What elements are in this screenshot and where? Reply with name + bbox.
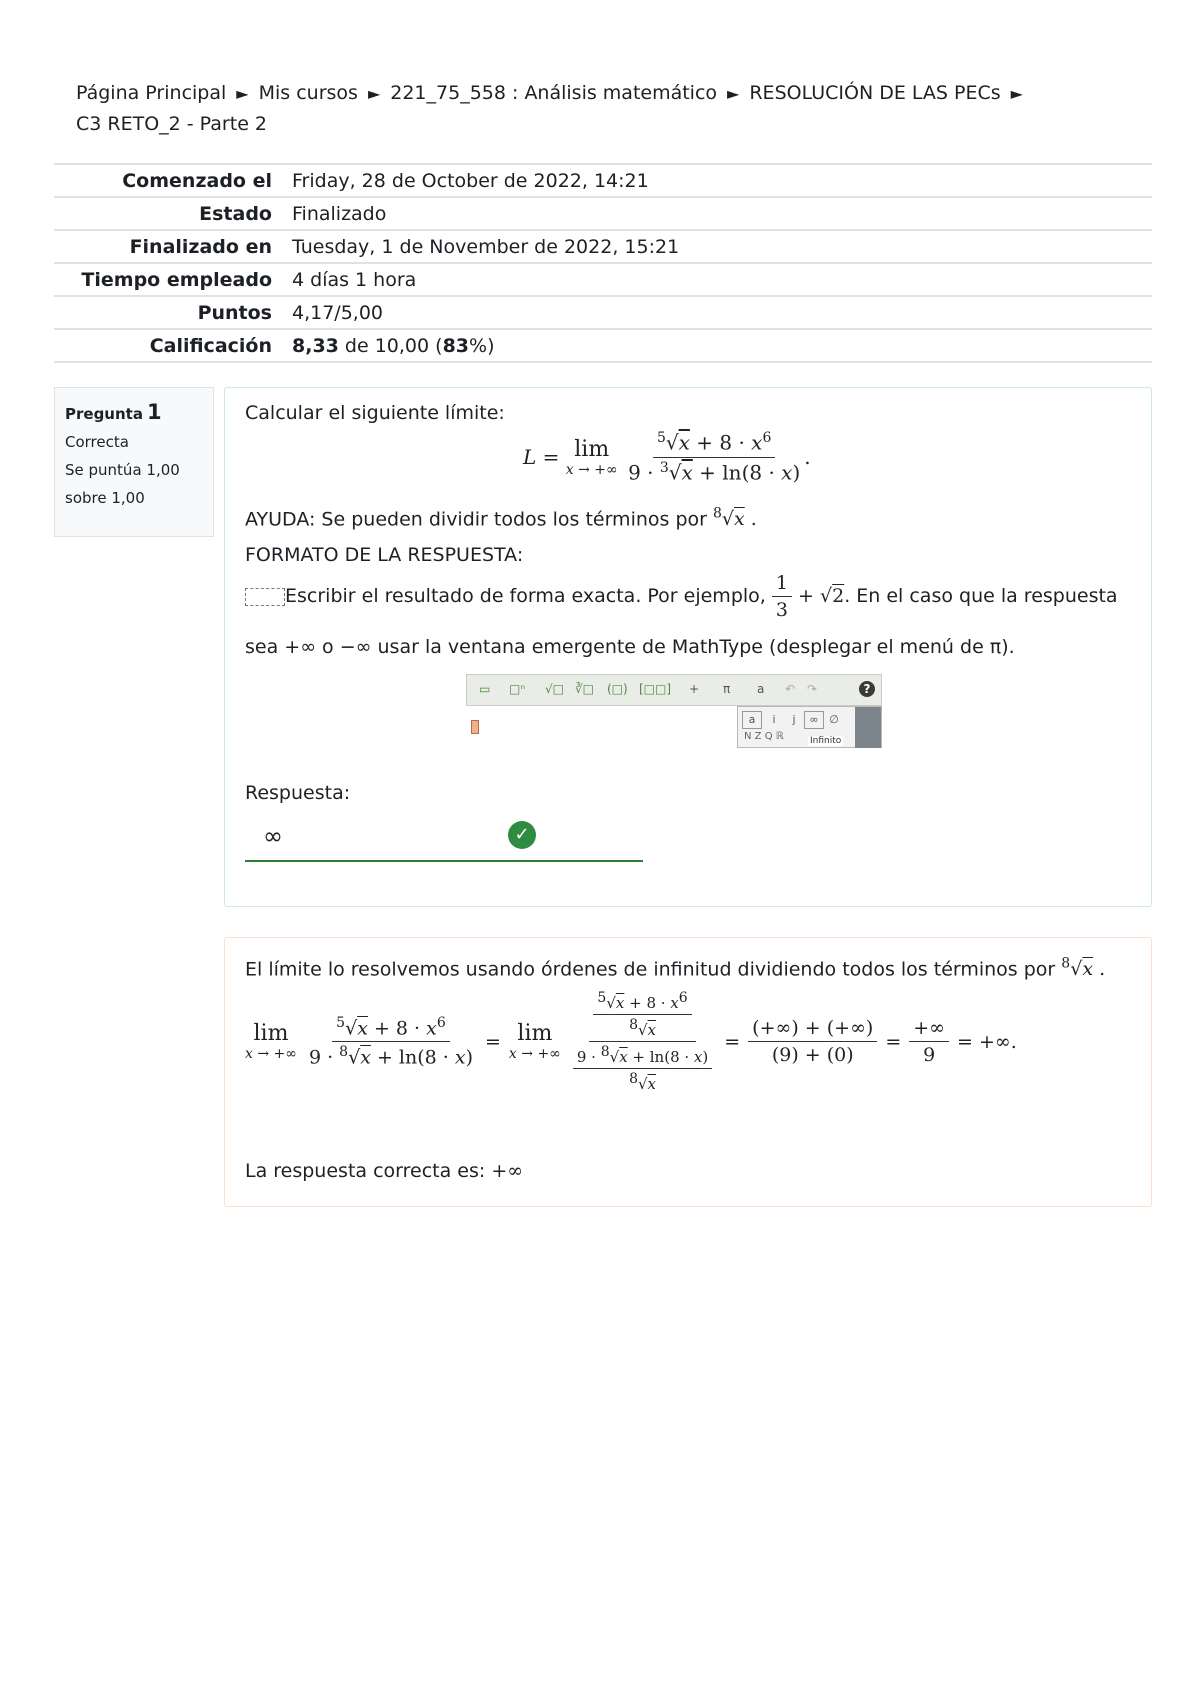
parentheses-icon: (□) bbox=[607, 682, 628, 696]
summary-label: Comenzado el bbox=[122, 169, 272, 192]
correct-answer: La respuesta correcta es: +∞ bbox=[245, 1160, 524, 1182]
summary-label: Estado bbox=[199, 202, 272, 225]
help-text: AYUDA: Se pueden dividir todos los términos por $^8$√x . bbox=[245, 506, 757, 531]
summary-row-started bbox=[54, 164, 1152, 197]
solution-fraction-1: $\frac{^5√x + 8 \cdot x^6}{9 \cdot ^8√x + \ln(8 \cdot x)}$ bbox=[308, 1014, 473, 1069]
sqrt-icon: √□ bbox=[545, 682, 564, 696]
grade-score: 8,33 bbox=[292, 334, 339, 357]
breadcrumb-separator: ► bbox=[367, 84, 381, 103]
attempt-summary-table bbox=[54, 163, 1152, 363]
question-points: Se puntúa 1,00 sobre 1,00 bbox=[65, 461, 180, 507]
summary-value: 4,17/5,00 bbox=[292, 301, 384, 324]
text-icon: a bbox=[757, 682, 765, 696]
limit-fraction: $\frac{^5√x + 8 \cdot x^6}{9 \cdot ^3√x + \ln(8 \cdot x)}$ bbox=[628, 430, 801, 485]
example-fraction: $\frac{1}{3}$ bbox=[772, 572, 792, 621]
breadcrumb-separator: ► bbox=[236, 84, 249, 103]
solution-fraction-4: $\frac{+\infty}{9}$ bbox=[909, 1017, 949, 1066]
format-text-2: sea +∞ o −∞ usar la ventana emergente de MathType (desplegar el menú de π). bbox=[245, 636, 1015, 658]
summary-row-time-taken bbox=[54, 263, 1152, 296]
symbol-i-icon: i bbox=[772, 713, 776, 726]
symbols-popup bbox=[737, 706, 882, 748]
question-info bbox=[54, 387, 214, 537]
summary-value: Tuesday, 1 de November de 2022, 15:21 bbox=[292, 235, 680, 258]
correct-check-icon: ✓ bbox=[508, 821, 536, 849]
infinity-icon: ∞ bbox=[804, 711, 824, 729]
solution-formula: lim x → +∞ $\frac{^5√x + 8 \cdot x^6}{9 \cdot ^8√x + \ln(8 \cdot x)}$ = lim x → +∞ $\frac{\frac{^5√x + 8 \cdot x^6}{^8√x}}{\frac{9 \cdot ^8√x + \ln(8 \cdot x)}{^8√x}}$ = $\frac{(+\infty) + (+\infty)}{(9) + (0)}$ = $\frac{+\infty}{9}$ = +∞. bbox=[245, 990, 1017, 1093]
symbol-a-icon: a bbox=[742, 711, 762, 729]
plus-icon: + bbox=[689, 682, 700, 696]
popup-scrollbar bbox=[855, 707, 881, 748]
summary-label: Tiempo empleado bbox=[81, 268, 272, 291]
number-sets-icon: N Z Q ℝ bbox=[744, 731, 784, 742]
format-title: FORMATO DE LA RESPUESTA: bbox=[245, 544, 524, 566]
question-content bbox=[224, 387, 1152, 907]
nroot-icon: ∛□ bbox=[575, 682, 594, 696]
cursor-icon bbox=[471, 720, 479, 734]
matrix-icon: [□□] bbox=[639, 682, 672, 696]
placeholder-icon bbox=[245, 588, 285, 606]
help-icon: ? bbox=[859, 681, 875, 697]
format-text: Escribir el resultado de forma exacta. Por ejemplo, $\frac{1}{3}$ + √2. En el caso que la respuesta bbox=[245, 572, 1118, 621]
limit-formula: L = lim x → +∞ $\frac{^5√x + 8 \cdot x^6}{9 \cdot ^3√x + \ln(8 \cdot x)}$ . bbox=[523, 430, 811, 485]
breadcrumb bbox=[76, 78, 1136, 139]
question-status: Correcta bbox=[65, 433, 129, 451]
breadcrumb-section-link[interactable]: RESOLUCIÓN DE LAS PECs bbox=[749, 82, 1001, 104]
undo-icon: ↶ bbox=[785, 682, 796, 696]
breadcrumb-quiz-link[interactable]: C3 RETO_2 - Parte 2 bbox=[76, 113, 268, 135]
general-feedback bbox=[224, 937, 1152, 1207]
question-prompt: Calcular el siguiente límite: bbox=[245, 402, 505, 424]
question-label: Pregunta bbox=[65, 405, 143, 423]
grade-percent: 83 bbox=[442, 334, 470, 357]
summary-value: 4 días 1 hora bbox=[292, 268, 417, 291]
summary-row-completed bbox=[54, 230, 1152, 263]
summary-value: Friday, 28 de October de 2022, 14:21 bbox=[292, 169, 649, 192]
lim-operator: lim x → +∞ bbox=[565, 436, 618, 478]
summary-grade-value bbox=[292, 329, 1152, 362]
superscript-icon: □ⁿ bbox=[509, 682, 526, 696]
summary-label: Finalizado en bbox=[129, 235, 272, 258]
breadcrumb-home-link[interactable]: Página Principal bbox=[76, 82, 227, 104]
grade-close: %) bbox=[469, 334, 495, 357]
breadcrumb-separator: ► bbox=[727, 84, 740, 103]
answer-label: Respuesta: bbox=[245, 782, 351, 804]
infinity-tooltip: Infinito bbox=[810, 736, 842, 746]
summary-row-state bbox=[54, 197, 1152, 230]
solution-fraction-2: $\frac{\frac{^5√x + 8 \cdot x^6}{^8√x}}{\frac{9 \cdot ^8√x + \ln(8 \cdot x)}{^8√x}}$ bbox=[569, 990, 716, 1093]
fraction-icon: ▭ bbox=[479, 682, 491, 696]
answer-value: ∞ bbox=[263, 822, 283, 850]
solution-fraction-3: $\frac{(+\infty) + (+\infty)}{(9) + (0)}$ bbox=[748, 1017, 877, 1066]
breadcrumb-course-link[interactable]: 221_75_558 : Análisis matemático bbox=[390, 82, 718, 104]
feedback-intro: El límite lo resolvemos usando órdenes de infinitud dividiendo todos los términos por $^8$√x . bbox=[245, 956, 1106, 981]
summary-label: Puntos bbox=[197, 301, 272, 324]
summary-row-marks bbox=[54, 296, 1152, 329]
question-number: 1 bbox=[146, 400, 162, 424]
summary-value: Finalizado bbox=[292, 202, 387, 225]
breadcrumb-my-courses-link[interactable]: Mis cursos bbox=[258, 82, 358, 104]
summary-row-grade bbox=[54, 329, 1152, 362]
grade-of-text: de 10,00 ( bbox=[338, 334, 443, 357]
lim-operator: lim x → +∞ bbox=[245, 1021, 297, 1062]
pi-icon: π bbox=[723, 682, 731, 696]
breadcrumb-separator: ► bbox=[1010, 84, 1023, 103]
redo-icon: ↷ bbox=[807, 682, 818, 696]
symbol-j-icon: j bbox=[792, 713, 796, 726]
mathtype-toolbar bbox=[466, 674, 882, 706]
emptyset-icon: ∅ bbox=[829, 713, 839, 726]
answer-field[interactable] bbox=[245, 818, 643, 862]
summary-label: Calificación bbox=[149, 334, 272, 357]
lim-operator: lim x → +∞ bbox=[508, 1021, 561, 1062]
